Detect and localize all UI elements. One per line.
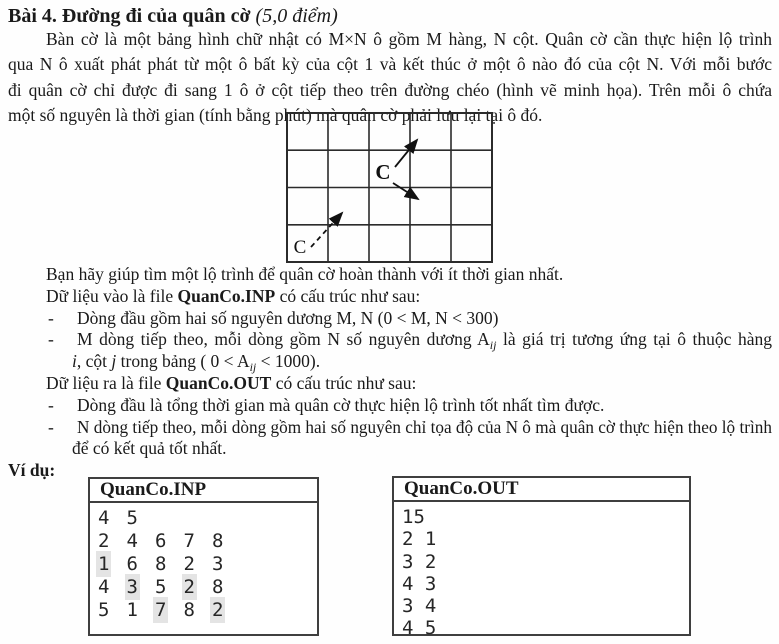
- io-description: [8, 264, 772, 482]
- path-cell-value: 7: [155, 599, 167, 621]
- output-table-body: [394, 502, 689, 640]
- bullet-dash: -: [48, 329, 54, 350]
- cell-value: 8: [212, 530, 224, 552]
- input-table-header: QuanCo.INP: [90, 479, 317, 503]
- chessboard-figure: [286, 112, 493, 263]
- problem-title: [8, 5, 338, 28]
- cell-value: 4: [126, 530, 138, 552]
- input-data-row: [98, 507, 317, 530]
- text-line: i, cột j trong bảng ( $0 < A_{ij} < 1000$).: [72, 351, 321, 375]
- move-up-right-arrow: [395, 140, 417, 167]
- text-line: - M dòng tiếp theo, mỗi dòng gồm N số nguyên dương $A_{ij}$ là giá trị tương ứng tại ô thuộc hàng: [48, 329, 772, 353]
- problem-points: (5,0 điểm): [255, 5, 338, 27]
- task-goal-line: Bạn hãy giúp tìm một lộ trình để quân cờ hoàn thành với ít thời gian nhất.: [46, 264, 564, 284]
- move-down-right-arrow: [393, 183, 418, 199]
- output-data-row: 2 1: [402, 528, 437, 551]
- output-data-row: 3 4: [402, 595, 437, 618]
- start-piece-label: C: [293, 237, 307, 258]
- example-output-table: [392, 476, 691, 640]
- output-data-row: 4 5: [402, 617, 437, 640]
- piece-label: C: [375, 160, 391, 184]
- input-data-row: [98, 599, 317, 622]
- output-file-line: Dữ liệu ra là file QuanCo.OUT có cấu trúc như sau:: [46, 372, 417, 393]
- example-label: Ví dụ:: [8, 460, 56, 481]
- cell-value: 2: [183, 553, 195, 575]
- text-line: qua N ô xuất phát phát từ một ô bất kỳ của cột 1 và kết thúc ở một ô nào đó của cột N. Với mỗi bước: [8, 54, 772, 75]
- bullet-dash: -: [48, 307, 54, 328]
- text-line: Bàn cờ là một bảng hình chữ nhật có M×N ô gồm M hàng, N cột. Quân cờ cần thực hiện lộ trình: [46, 29, 772, 49]
- cell-value: 6: [126, 553, 138, 575]
- input-data-row: [98, 576, 317, 599]
- cell-value: 8: [155, 553, 167, 575]
- cell-value: 5: [126, 507, 138, 529]
- text-line: - N dòng tiếp theo, mỗi dòng gồm hai số nguyên chỉ tọa độ của N ô mà quân cờ thực hiện theo lộ trình: [48, 416, 772, 437]
- path-cell-value: 2: [212, 599, 224, 621]
- input-data-row: [98, 530, 317, 553]
- cell-value: 5: [98, 599, 110, 621]
- bullet-dash: -: [48, 394, 54, 415]
- text-line: để có kết quả tốt nhất.: [72, 438, 227, 459]
- cell-value: 3: [212, 553, 224, 575]
- input-table-body: [90, 503, 317, 622]
- path-cell-value: 1: [98, 553, 110, 575]
- output-data-row: 15: [402, 506, 425, 528]
- cell-value: 4: [98, 507, 110, 529]
- start-move-dashed-arrow: [311, 213, 342, 247]
- text-line: - Dòng đầu gồm hai số nguyên dương M, N (0 < M, N < 300): [48, 307, 499, 328]
- example-input-table: [88, 477, 319, 636]
- cell-value: 7: [183, 530, 195, 552]
- bullet-dash: -: [48, 416, 54, 437]
- cell-value: 8: [212, 576, 224, 598]
- cell-value: 8: [183, 599, 195, 621]
- text-line: một số nguyên là thời gian (tính bằng phút) mà quân cờ phải lưu lại tại ô đó.: [8, 104, 543, 125]
- cell-value: 1: [126, 599, 138, 621]
- problem-title-text: Bài 4. Đường đi của quân cờ: [8, 5, 251, 27]
- cell-value: 6: [155, 530, 167, 552]
- text-line: đi quân cờ chỉ được đi sang 1 ô ở cột tiếp theo trên đường chéo (hình vẽ minh họa). Trên mỗi ô chứa: [8, 79, 772, 100]
- output-data-row: 3 2: [402, 550, 437, 573]
- input-data-row: [98, 553, 317, 576]
- text-line: - Dòng đầu là tổng thời gian mà quân cờ thực hiện lộ trình tốt nhất tìm được.: [48, 394, 605, 415]
- path-cell-value: 2: [183, 576, 195, 598]
- cell-value: 2: [98, 530, 110, 552]
- input-file-line: Dữ liệu vào là file QuanCo.INP có cấu trúc như sau:: [46, 285, 421, 306]
- output-table-header: QuanCo.OUT: [394, 478, 689, 502]
- path-cell-value: 3: [126, 576, 138, 598]
- cell-value: 4: [98, 576, 110, 598]
- cell-value: 5: [155, 576, 167, 598]
- output-data-row: 4 3: [402, 572, 437, 595]
